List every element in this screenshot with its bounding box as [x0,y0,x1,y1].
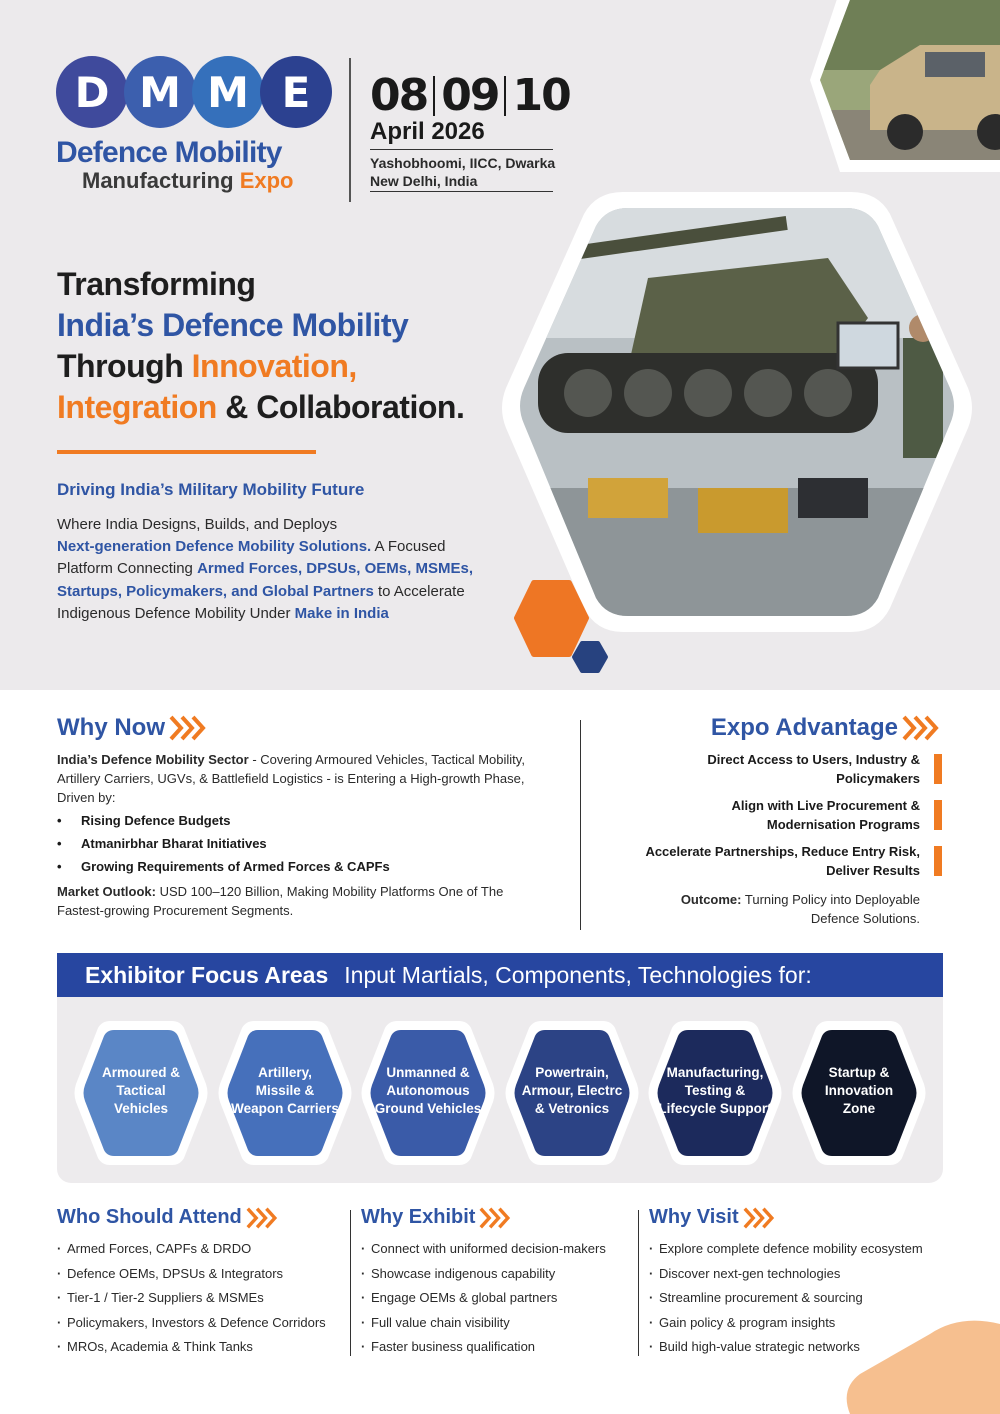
list-item: • Growing Requirements of Armed Forces & CAPFs [57,859,537,874]
headline-line2: India’s Defence Mobility [57,307,409,343]
why-now-heading [57,714,537,742]
focus-area-hexagon [72,1018,210,1168]
who-attend-column [57,1206,326,1360]
who-attend-title: Who Should Attend [57,1206,242,1228]
venue-line2: New Delhi, India [370,173,478,189]
focus-area-hexagon [359,1018,497,1168]
focus-area-label: Armoured & [101,1065,181,1080]
logo-circles [56,56,336,128]
hero-section [0,0,1000,690]
focus-area-label: Vehicles [113,1101,169,1116]
advantage-item: Direct Access to Users, Industry & Policymakers [612,750,942,788]
venue-line1: Yashobhoomi, IICC, Dwarka [370,155,556,171]
list-item: · Explore complete defence mobility ecosystem [649,1237,923,1262]
focus-area-label: Testing & [684,1083,746,1098]
logo-line1: Defence Mobility [56,136,282,169]
outcome-text: Turning Policy into Deployable Defence Solutions. [744,892,920,926]
intro-text: to Accelerate Indigenous Defence Mobility Under [57,582,465,622]
focus-areas-hexagons [72,1018,932,1168]
chevrons-right-icon [743,1207,777,1229]
why-now-bullets [57,813,537,874]
logo-divider [349,58,351,202]
focus-area-label: Artillery, [257,1065,312,1080]
why-exhibit-list [361,1237,606,1360]
event-day: 10 [512,70,570,121]
focus-area-label: Autonomous [386,1083,470,1098]
event-month-year: April 2026 [370,118,485,145]
focus-area-label: Manufacturing, [666,1065,764,1080]
list-item: · Tier-1 / Tier-2 Suppliers & MSMEs [57,1286,326,1311]
logo-letter: M [192,56,264,128]
why-exhibit-column [361,1206,606,1360]
day-divider [504,76,506,116]
list-item: · MROs, Academia & Think Tanks [57,1335,326,1360]
orange-divider [57,450,316,454]
list-item: · Engage OEMs & global partners [361,1286,606,1311]
focus-area-hexagon [216,1018,354,1168]
headline-line4-a: Integration [57,389,217,425]
focus-subtitle: Input Martials, Components, Technologies for: [344,961,812,988]
list-item: · Streamline procurement & sourcing [649,1286,923,1311]
logo-line2-a: Manufacturing [82,168,234,193]
armoured-truck-image [810,0,1000,190]
list-item: · Armed Forces, CAPFs & DRDO [57,1237,326,1262]
outlook-text: USD 100–120 Billion, Making Mobility Platforms One of The Fastest-growing Procurement Segments. [57,884,504,918]
list-item: • Atmanirbhar Bharat Initiatives [57,836,537,851]
logo-letter: M [124,56,196,128]
chevrons-right-icon [246,1207,280,1229]
list-item: · Connect with uniformed decision-makers [361,1237,606,1262]
focus-area-label: Powertrain, [534,1065,609,1080]
advantage-outcome [612,890,942,928]
focus-area-label: Lifecycle Support [658,1101,772,1116]
intro-highlight: Armed Forces, DPSUs, OEMs, MSMEs, Startups, Policymakers, and Global Partners [57,560,473,600]
focus-title: Exhibitor Focus Areas [85,961,329,988]
sector-text: - Covering Armoured Vehicles, Tactical Mobility, Artillery Carriers, UGVs, & Battlefield Logistics - is Entering a High-growth Phase, Driven by: [57,752,525,805]
headline-line4 [57,387,464,428]
focus-area-label: Missile & [255,1083,314,1098]
outcome-bold: Outcome: [680,892,742,907]
sector-bold: India’s Defence Mobility Sector [57,752,249,767]
who-attend-heading [57,1206,326,1229]
decorative-hexagons [514,580,614,675]
focus-area-label: Startup & [828,1065,889,1080]
logo-line2-b: Expo [239,168,294,193]
headline-line3-b: Innovation, [191,348,357,384]
focus-area-label: & Vetronics [534,1101,609,1116]
why-now-sector [57,750,537,807]
intro-highlight: Make in India [294,604,389,622]
chevrons-right-icon [479,1207,513,1229]
focus-area-hexagon [646,1018,784,1168]
why-now-title: Why Now [57,714,165,741]
headline-line3 [57,346,464,387]
divider [370,149,553,150]
event-venue [370,154,555,190]
logo-letter: D [56,56,128,128]
list-item: · Full value chain visibility [361,1311,606,1336]
focus-area-label: Tactical [116,1083,166,1098]
list-item: · Discover next-gen technologies [649,1262,923,1287]
column-divider [638,1210,639,1356]
market-outlook [57,882,537,920]
focus-area-label: Innovation [824,1083,893,1098]
event-day: 09 [441,70,499,121]
intro-text: Where India Designs, Builds, and Deploys [57,516,338,533]
focus-area-label: Ground Vehicles [374,1101,482,1116]
why-now-section [57,714,537,920]
why-exhibit-heading [361,1206,606,1229]
chevrons-right-icon [169,715,209,741]
list-item: · Faster business qualification [361,1335,606,1360]
expo-advantage-heading [612,714,942,742]
event-days [370,70,570,121]
focus-area-label: Weapon Carriers [230,1101,339,1116]
chevrons-right-icon [902,715,942,741]
focus-area-label: Armour, Electrc [521,1083,622,1098]
focus-area-hexagon [503,1018,641,1168]
logo-line2 [82,168,336,194]
intro-title: Driving India’s Military Mobility Future [57,480,365,499]
list-item: · Policymakers, Investors & Defence Corridors [57,1311,326,1336]
main-headline [57,264,464,428]
focus-area-label: Unmanned & [386,1065,470,1080]
headline-line1: Transforming [57,266,256,302]
focus-area-label: Zone [842,1101,875,1116]
why-visit-title: Why Visit [649,1206,739,1228]
intro-highlight: Next-generation Defence Mobility Solutions. [57,538,372,556]
event-day: 08 [370,70,428,121]
list-item: · Build high-value strategic networks [649,1335,923,1360]
who-attend-list [57,1237,326,1360]
column-divider [580,720,581,930]
logo-letter: E [260,56,332,128]
list-item: · Showcase indigenous capability [361,1262,606,1287]
expo-advantage-section [612,714,942,928]
list-item: • Rising Defence Budgets [57,813,537,828]
why-visit-heading [649,1206,923,1229]
advantage-item: Accelerate Partnerships, Reduce Entry Risk, Deliver Results [612,842,942,880]
advantage-item: Align with Live Procurement & Modernisation Programs [612,796,942,834]
focus-areas-band [57,953,943,997]
outlook-bold: Market Outlook: [57,884,156,899]
intro-text: A Focused Platform Connecting [57,538,446,578]
why-exhibit-title: Why Exhibit [361,1206,476,1228]
intro-paragraph [57,514,477,625]
decorative-corner-shape [840,1314,1000,1414]
headline-line4-b: & Collaboration. [225,389,465,425]
list-item: · Gain policy & program insights [649,1311,923,1336]
list-item: · Defence OEMs, DPSUs & Integrators [57,1262,326,1287]
column-divider [350,1210,351,1356]
focus-area-hexagon [790,1018,928,1168]
expo-advantage-title: Expo Advantage [710,714,898,741]
dmme-logo [56,56,336,194]
headline-line3-a: Through [57,348,184,384]
day-divider [433,76,435,116]
